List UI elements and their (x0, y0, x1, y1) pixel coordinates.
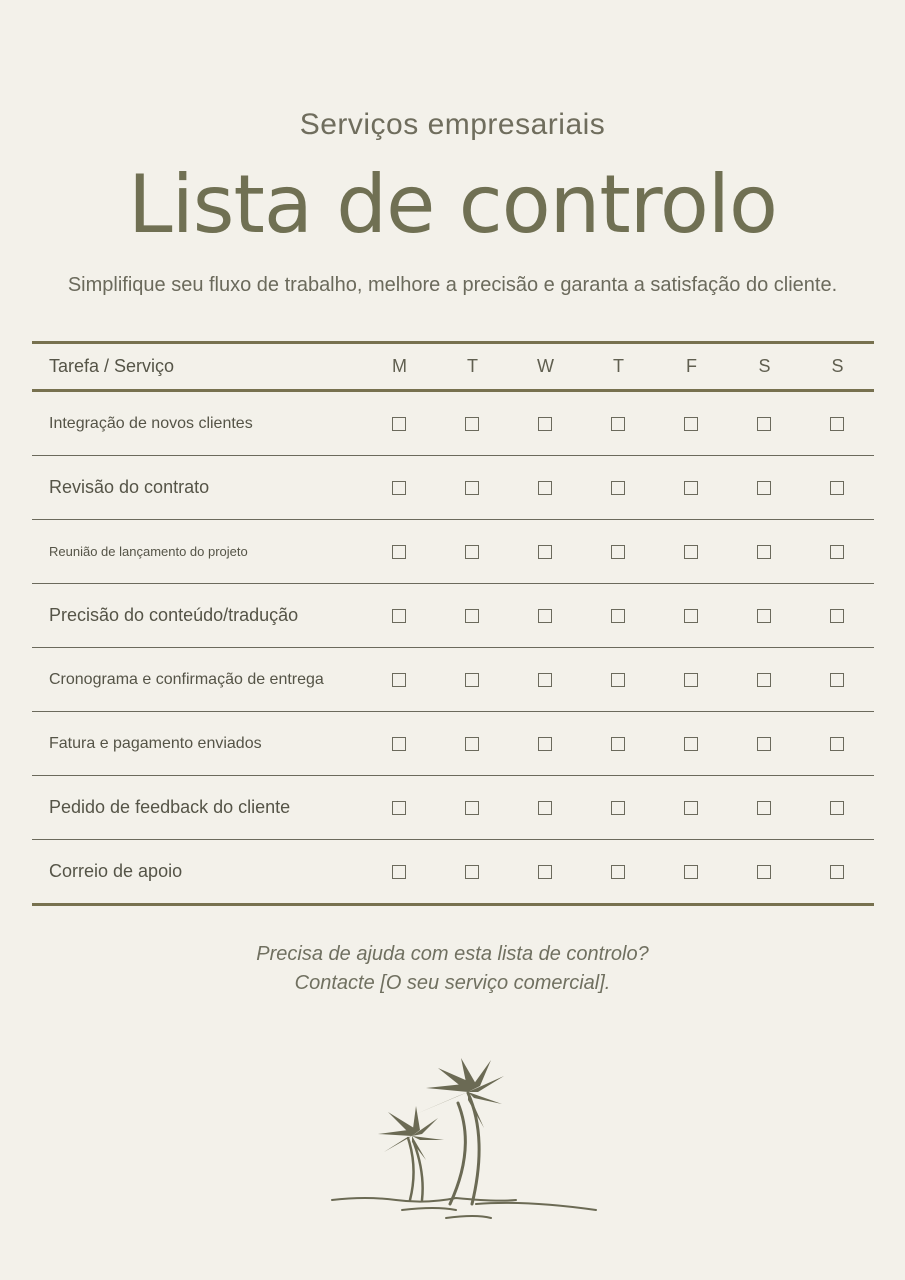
task-label: Pedido de feedback do cliente (49, 797, 291, 817)
day-header-sun: S (831, 356, 844, 376)
checkbox[interactable] (684, 609, 698, 623)
checklist-subtitle: Serviços empresariais (299, 108, 606, 141)
table-header (32, 344, 874, 392)
table-row (32, 455, 874, 519)
checkbox[interactable] (757, 417, 771, 431)
table-row (32, 711, 874, 775)
help-line-1: Precisa de ajuda com esta lista de controlo? (256, 943, 649, 965)
checkbox[interactable] (392, 737, 406, 751)
checkbox[interactable] (684, 737, 698, 751)
checkbox[interactable] (465, 673, 479, 687)
table-row (32, 392, 874, 455)
checkbox[interactable] (830, 673, 844, 687)
task-label: Reunião de lançamento do projeto (49, 544, 248, 559)
checkbox[interactable] (392, 865, 406, 879)
task-label: Integração de novos clientes (49, 414, 253, 432)
day-header-mon: M (392, 356, 407, 376)
palm-trees-illustration (326, 1048, 606, 1224)
checklist-table (32, 341, 874, 906)
day-header-thu: T (613, 356, 624, 376)
checkbox[interactable] (392, 481, 406, 495)
task-label: Cronograma e confirmação de entrega (49, 670, 324, 688)
checkbox[interactable] (830, 545, 844, 559)
day-header-tue: T (467, 356, 478, 376)
checkbox[interactable] (611, 865, 625, 879)
help-line-2: Contacte [O seu serviço comercial]. (294, 972, 611, 994)
day-header-wed: W (537, 356, 554, 376)
checkbox[interactable] (611, 481, 625, 495)
checkbox[interactable] (538, 481, 552, 495)
checkbox[interactable] (392, 673, 406, 687)
checkbox[interactable] (392, 545, 406, 559)
checkbox[interactable] (465, 545, 479, 559)
checkbox[interactable] (611, 417, 625, 431)
checkbox[interactable] (757, 737, 771, 751)
table-row (32, 775, 874, 839)
checkbox[interactable] (538, 609, 552, 623)
checkbox[interactable] (830, 801, 844, 815)
checkbox[interactable] (757, 801, 771, 815)
checkbox[interactable] (465, 737, 479, 751)
checkbox[interactable] (465, 609, 479, 623)
checkbox[interactable] (684, 481, 698, 495)
checkbox[interactable] (538, 737, 552, 751)
tagline: Simplifique seu fluxo de trabalho, melhore a precisão e garanta a satisfação do cliente. (67, 274, 838, 296)
checkbox[interactable] (684, 545, 698, 559)
task-column-header: Tarefa / Serviço (49, 356, 175, 376)
checkbox[interactable] (538, 801, 552, 815)
checkbox[interactable] (757, 545, 771, 559)
table-row (32, 647, 874, 711)
task-label: Fatura e pagamento enviados (49, 734, 262, 752)
checkbox[interactable] (465, 865, 479, 879)
checkbox[interactable] (830, 737, 844, 751)
checkbox[interactable] (830, 481, 844, 495)
checkbox[interactable] (757, 481, 771, 495)
page-title: Lista de controlo (128, 158, 777, 251)
checkbox[interactable] (465, 417, 479, 431)
checkbox[interactable] (538, 417, 552, 431)
table-row (32, 583, 874, 647)
checkbox[interactable] (757, 609, 771, 623)
checkbox[interactable] (830, 417, 844, 431)
checkbox[interactable] (392, 801, 406, 815)
checkbox[interactable] (538, 545, 552, 559)
checkbox[interactable] (684, 801, 698, 815)
table-body (32, 392, 874, 903)
checkbox[interactable] (684, 865, 698, 879)
checkbox[interactable] (392, 417, 406, 431)
checkbox[interactable] (611, 737, 625, 751)
checkbox[interactable] (465, 801, 479, 815)
day-header-fri: F (686, 356, 697, 376)
checkbox[interactable] (757, 673, 771, 687)
checkbox[interactable] (392, 609, 406, 623)
checkbox[interactable] (684, 417, 698, 431)
checkbox[interactable] (538, 865, 552, 879)
checkbox[interactable] (465, 481, 479, 495)
table-row (32, 839, 874, 903)
checkbox[interactable] (611, 801, 625, 815)
checkbox[interactable] (611, 545, 625, 559)
checkbox[interactable] (684, 673, 698, 687)
checkbox[interactable] (757, 865, 771, 879)
checkbox[interactable] (830, 609, 844, 623)
help-text (0, 940, 905, 998)
checkbox[interactable] (830, 865, 844, 879)
checkbox[interactable] (538, 673, 552, 687)
checkbox[interactable] (611, 673, 625, 687)
checkbox[interactable] (611, 609, 625, 623)
task-label: Correio de apoio (49, 861, 183, 881)
task-label: Revisão do contrato (49, 477, 210, 497)
task-label: Precisão do conteúdo/tradução (49, 605, 299, 625)
table-row (32, 519, 874, 583)
day-header-sat: S (758, 356, 771, 376)
